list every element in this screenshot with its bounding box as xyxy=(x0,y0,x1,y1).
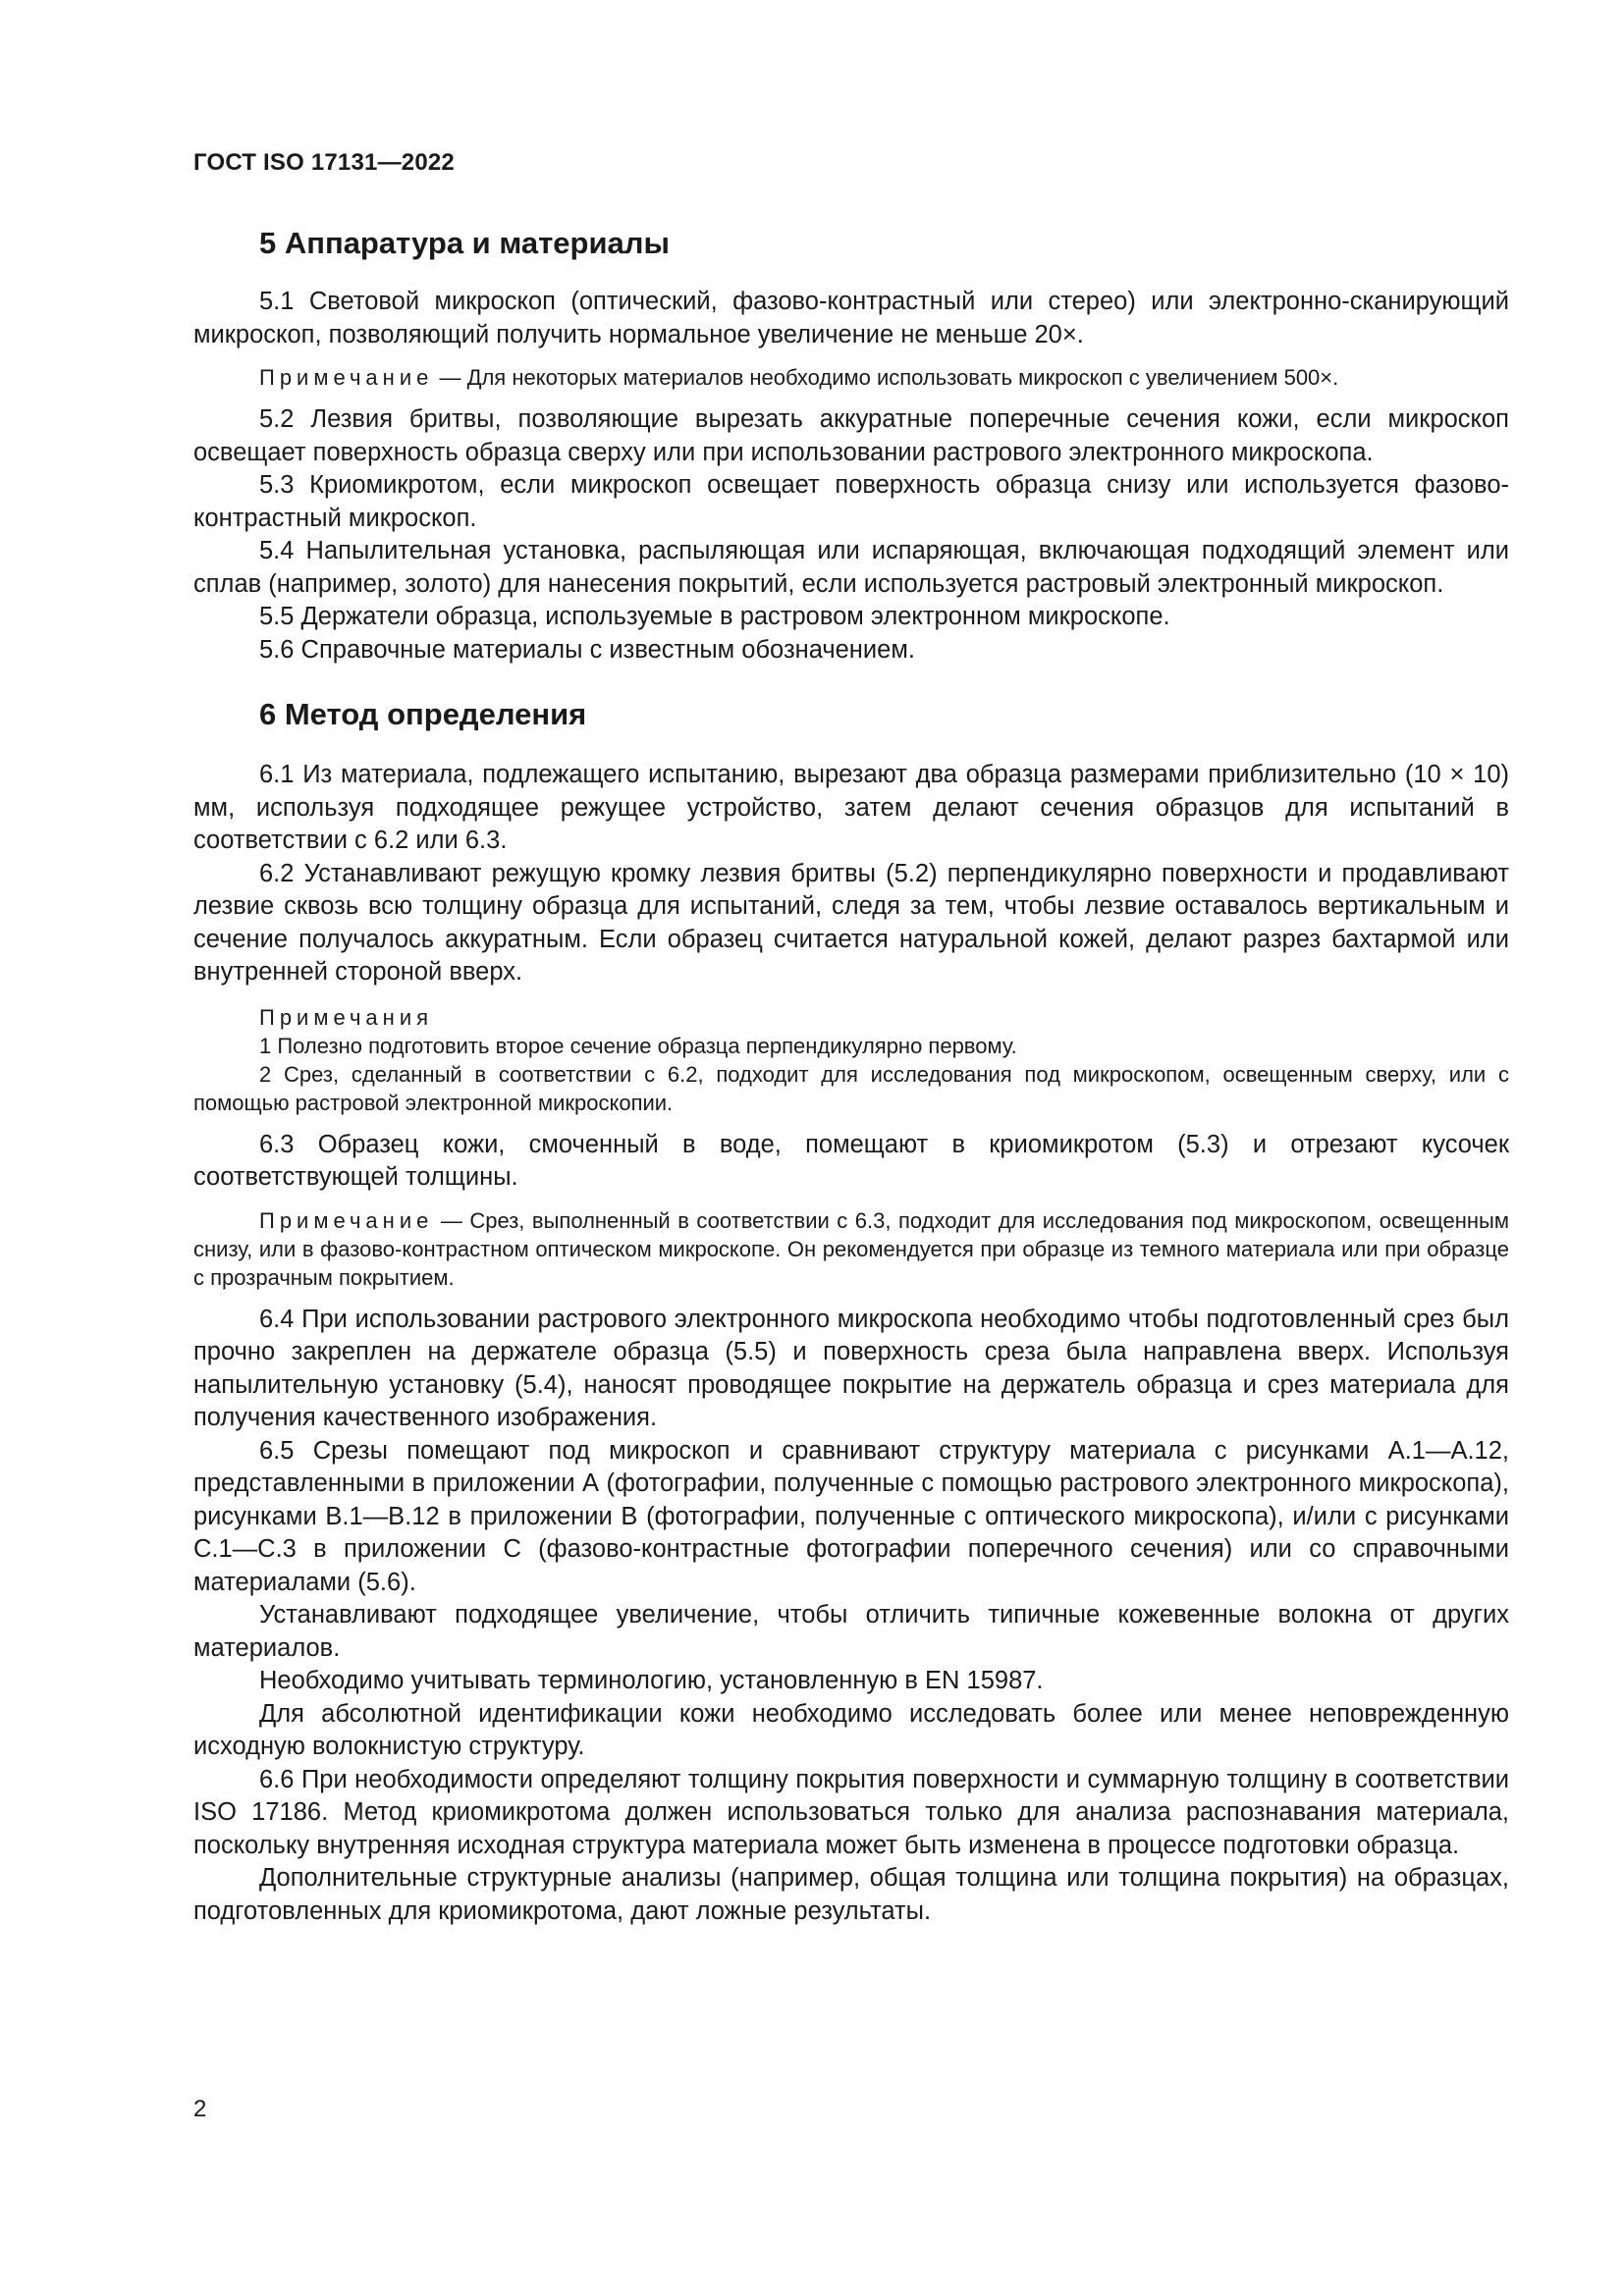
paragraph-6-5-b: Устанавливают подходящее увеличение, чтобы отличить типичные кожевенные волокна от других материалов. xyxy=(193,1601,1509,1662)
notes-label: Примечания xyxy=(259,1004,434,1030)
paragraph-5-3: 5.3 Криомикротом, если микроскоп освещает поверхность образца снизу или используется фазово-контрастный микроскоп. xyxy=(193,471,1509,532)
section-6-heading: 6 Метод определения xyxy=(259,697,587,731)
paragraph-6-6-b: Дополнительные структурные анализы (например, общая толщина или толщина покрытия) на образцах, подготовленных для криомикротома, дают ложные результаты. xyxy=(193,1864,1509,1925)
note-text: — Для некоторых материалов необходимо использовать микроскоп с увеличением 500×. xyxy=(433,365,1339,390)
document-header: ГОСТ ISO 17131—2022 xyxy=(193,149,455,176)
paragraph-6-3: 6.3 Образец кожи, смоченный в воде, помещают в криомикротом (5.3) и отрезают кусочек соответствующей толщины. xyxy=(193,1130,1509,1191)
paragraph-6-1: 6.1 Из материала, подлежащего испытанию, вырезают два образца размерами приблизительно (10 × 10) мм, используя подходящее режущее устройство, затем делают сечения образцов для испытаний в соответствии с 6.2 или 6.3. xyxy=(193,761,1509,854)
note-2: 2 Срез, сделанный в соответствии с 6.2, подходит для исследования под микроскопом, освещенным сверху, или с помощью растровой электронной микроскопии. xyxy=(193,1061,1509,1115)
document-body xyxy=(193,221,1509,1928)
note-6-3 xyxy=(193,1206,1509,1292)
note-5-1 xyxy=(193,363,1509,392)
paragraph-5-4: 5.4 Напылительная установка, распыляющая или испаряющая, включающая подходящий элемент или сплав (например, золото) для нанесения покрытий, если используется растровый электронный микроскоп. xyxy=(193,537,1509,598)
page-number: 2 xyxy=(193,2096,207,2122)
paragraph-6-5-c: Необходимо учитывать терминологию, установленную в EN 15987. xyxy=(259,1667,1044,1694)
note-text: — Срез, выполненный в соответствии с 6.3, подходит для исследования под микроскопом, освещенным снизу, или в фазово-контрастном оптическом микроскопе. Он рекомендуется при образце из темного материала или при образце с прозрачным покрытием. xyxy=(193,1207,1509,1290)
paragraph-5-2: 5.2 Лезвия бритвы, позволяющие вырезать аккуратные поперечные сечения кожи, если микроскоп освещает поверхность образца сверху или при использовании растрового электронного микроскопа. xyxy=(193,405,1509,466)
paragraph-5-5: 5.5 Держатели образца, используемые в растровом электронном микроскопе. xyxy=(259,603,1170,630)
paragraph-5-1: 5.1 Световой микроскоп (оптический, фазово-контрастный или стерео) или электронно-сканирующий микроскоп, позволяющий получить нормальное увеличение не меньше 20×. xyxy=(193,288,1509,348)
note-1: 1 Полезно подготовить второе сечение образца перпендикулярно первому. xyxy=(259,1033,1017,1058)
notes-6-2 xyxy=(193,1003,1509,1117)
paragraph-6-2: 6.2 Устанавливают режущую кромку лезвия бритвы (5.2) перпендикулярно поверхности и продавливают лезвие сквозь всю толщину образца для испытаний, следя за тем, чтобы лезвие оставалось вертикальным и сечение получалось аккуратным. Если образец считается натуральной кожей, делают разрез бахтармой или внутренней стороной вверх. xyxy=(193,859,1509,986)
notes-label-row xyxy=(193,1003,1509,1032)
paragraph-6-5: 6.5 Срезы помещают под микроскоп и сравнивают структуру материала с рисунками А.1—А.12, представленными в приложении А (фотографии, полученные с помощью растрового электронного микроскопа), рисунками В.1—В.12 в приложении В (фотографии, полученные с оптического микроскопа), и/или с рисунками С.1—С.3 в приложении С (фазово-контрастные фотографии поперечного сечения) или со справочными материалами (5.6). xyxy=(193,1436,1509,1596)
paragraph-6-5-d: Для абсолютной идентификации кожи необходимо исследовать более или менее неповрежденную исходную волокнистую структуру. xyxy=(193,1699,1509,1760)
paragraph-6-4: 6.4 При использовании растрового электронного микроскопа необходимо чтобы подготовленный срез был прочно закреплен на держателе образца (5.5) и поверхность среза была направлена вверх. Используя напылительную установку (5.4), наносят проводящее покрытие на держатель образца и срез материала для получения качественного изображения. xyxy=(193,1305,1509,1431)
section-5-heading: 5 Аппаратура и материалы xyxy=(259,226,670,260)
note-label: Примечание xyxy=(259,365,434,390)
paragraph-6-6: 6.6 При необходимости определяют толщину покрытия поверхности и суммарную толщину в соответствии ISO 17186. Метод криомикротома должен использоваться только для анализа распознавания материала, поскольку внутренняя исходная структура материала может быть изменена в процессе подготовки образца. xyxy=(193,1765,1509,1859)
note-label: Примечание xyxy=(259,1207,434,1233)
paragraph-5-6: 5.6 Справочные материалы с известным обозначением. xyxy=(259,635,915,664)
